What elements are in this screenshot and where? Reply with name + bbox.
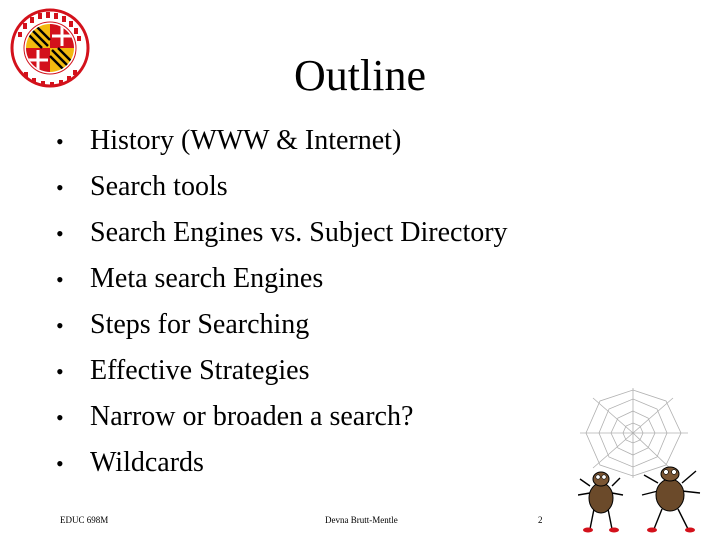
bullet-dot: • — [56, 175, 64, 200]
bullet-item — [56, 210, 508, 256]
bullet-dot: • — [56, 313, 64, 338]
bullet-text: Search tools — [90, 171, 228, 202]
bullet-item — [56, 394, 508, 440]
bullet-dot: • — [56, 221, 64, 246]
bullet-item — [56, 164, 508, 210]
bullet-text: Effective Strategies — [90, 355, 310, 386]
bullet-text: History (WWW & Internet) — [90, 125, 402, 156]
bullet-dot: • — [56, 129, 64, 154]
spider-web-cartoon-icon — [578, 383, 718, 538]
footer-author: Devna Brutt-Mentle — [325, 515, 398, 525]
bullet-dot: • — [56, 359, 64, 384]
bullet-dot: • — [56, 451, 64, 476]
bullet-item — [56, 440, 508, 486]
bullet-text: Steps for Searching — [90, 309, 310, 340]
bullet-dot: • — [56, 405, 64, 430]
footer-page-number: 2 — [538, 515, 543, 525]
slide-title: Outline — [294, 51, 426, 100]
bullet-item — [56, 302, 508, 348]
bullet-text: Narrow or broaden a search? — [90, 401, 414, 432]
bullet-text: Wildcards — [90, 447, 204, 478]
bullet-text: Meta search Engines — [90, 263, 324, 294]
footer-course: EDUC 698M — [60, 515, 109, 525]
bullet-dot: • — [56, 267, 64, 292]
bullet-item — [56, 118, 508, 164]
bullet-item — [56, 348, 508, 394]
bullet-text: Search Engines vs. Subject Directory — [90, 217, 508, 248]
spider-web-illustration — [578, 383, 718, 538]
bullet-list — [56, 118, 508, 486]
bullet-item — [56, 256, 508, 302]
